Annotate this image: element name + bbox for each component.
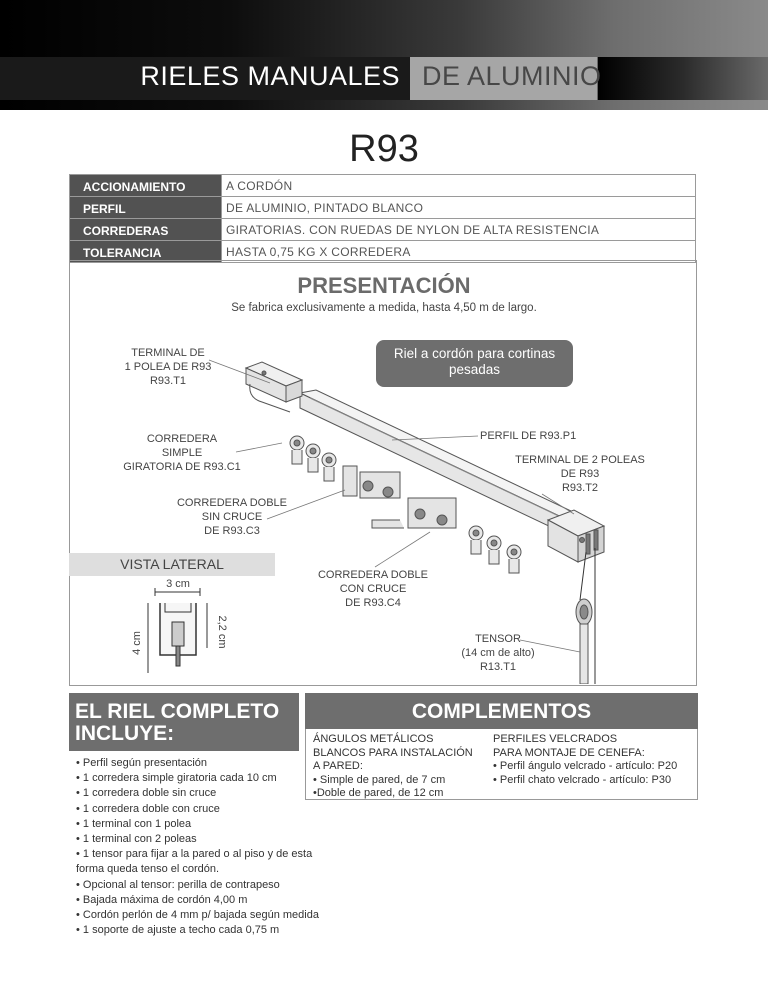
comp-line: •Doble de pared, de 12 cm <box>313 787 444 799</box>
spec-key: TOLERANCIA <box>70 241 222 263</box>
terminal-2-poleas-icon <box>548 510 604 562</box>
spec-value: DE ALUMINIO, PINTADO BLANCO <box>222 197 696 219</box>
comp-line: BLANCOS PARA INSTALACIÓN <box>313 746 473 759</box>
comp-line: • Simple de pared, de 7 cm <box>313 773 446 786</box>
label-line: TERMINAL DE 2 POLEAS <box>515 454 645 466</box>
lateral-width-label: 3 cm <box>166 578 190 590</box>
presentation-subtitle: Se fabrica exclusivamente a medida, hasta 4,50 m de largo. <box>231 302 537 314</box>
label-line: CORREDERA DOBLE <box>176 497 288 509</box>
list-item: • 1 corredera simple giratoria cada 10 cm <box>76 772 277 785</box>
corredera-simple-icon <box>290 436 336 481</box>
label-corredera-simple <box>120 432 244 474</box>
callout-line1: Riel a cordón para cortinas <box>393 346 556 361</box>
vista-lateral-profile-icon <box>148 588 207 673</box>
header-title-part1: RIELES MANUALES <box>140 61 400 91</box>
spec-row <box>70 175 696 197</box>
header-right-band <box>598 57 768 100</box>
label-line: DE R93.C3 <box>204 525 260 537</box>
label-line: R93.T1 <box>149 375 187 387</box>
label-line: TERMINAL DE <box>131 347 205 359</box>
list-item: • 1 corredera doble con cruce <box>76 802 220 815</box>
comp-line: PARA MONTAJE DE CENEFA: <box>493 746 645 759</box>
label-line: R93.T2 <box>561 482 599 494</box>
label-line: R13.T1 <box>479 661 517 673</box>
spec-row <box>70 197 696 219</box>
incluye-title-line2: INCLUYE: <box>75 722 175 745</box>
presentation-title: PRESENTACIÓN <box>297 273 471 298</box>
label-corredera-doble-sin <box>176 496 288 538</box>
callout-line2: pesadas <box>448 362 501 377</box>
comp-line: A PARED: <box>313 760 363 772</box>
spec-key: CORREDERAS <box>70 219 222 241</box>
label-line: CORREDERA DOBLE <box>317 569 429 581</box>
list-item: • Cordón perlón de 4 mm p/ bajada según medida <box>76 909 319 922</box>
comp-line: • Perfil ángulo velcrado - artículo: P20 <box>493 760 678 772</box>
model-title: R93 <box>349 128 419 170</box>
list-item: • Perfil según presentación <box>76 757 208 769</box>
list-item: • 1 terminal con 2 poleas <box>76 833 197 846</box>
label-line: CON CRUCE <box>339 583 407 595</box>
terminal-1-polea-icon <box>246 362 302 412</box>
spec-key: ACCIONAMIENTO <box>70 175 222 197</box>
label-perfil: PERFIL DE R93.P1 <box>480 430 577 442</box>
complementos-title: COMPLEMENTOS <box>305 693 698 729</box>
label-line: TENSOR <box>475 633 521 645</box>
lateral-height-inner-label: 2,2 cm <box>216 615 228 649</box>
list-item: • Bajada máxima de cordón 4,00 m <box>76 893 248 906</box>
lateral-height-outer-label: 4 cm <box>131 631 143 655</box>
label-corredera-doble-con <box>317 568 429 610</box>
list-item: • 1 tensor para fijar a la pared o al piso y de esta <box>76 848 313 861</box>
label-line: SIMPLE <box>161 447 203 459</box>
comp-line: PERFILES VELCRADOS <box>493 733 618 745</box>
corredera-doble-con-cruce-icon <box>372 498 456 528</box>
list-item: • 1 terminal con 1 polea <box>76 817 192 830</box>
spec-table <box>69 174 696 263</box>
header-banner <box>0 0 768 110</box>
complementos-left <box>313 733 488 801</box>
label-terminal-2 <box>514 453 646 495</box>
list-item: • 1 soporte de ajuste a techo cada 0,75 m <box>76 924 280 937</box>
spec-value: GIRATORIAS. CON RUEDAS DE NYLON DE ALTA RESISTENCIA <box>222 219 696 241</box>
complementos-right <box>493 733 693 787</box>
callout-bubble <box>376 340 573 387</box>
label-line: DE R93 <box>560 468 600 480</box>
label-line: GIRATORIA DE R93.C1 <box>123 461 241 473</box>
comp-line: • Perfil chato velcrado - artículo: P30 <box>493 773 672 786</box>
tensor-icon <box>576 599 592 684</box>
incluye-title-line1: EL RIEL COMPLETO <box>75 700 280 723</box>
spec-value: HASTA 0,75 KG X CORREDERA <box>222 241 696 263</box>
label-tensor <box>449 632 547 674</box>
corredera-simple-right-icon <box>469 526 521 573</box>
incluye-header <box>69 693 299 751</box>
list-item: forma queda tenso el cordón. <box>76 863 220 876</box>
spec-value: A CORDÓN <box>222 175 696 197</box>
header-title-part2: DE ALUMINIO <box>422 61 602 91</box>
label-line: 1 POLEA DE R93 <box>124 361 212 373</box>
spec-row <box>70 219 696 241</box>
label-line: (14 cm de alto) <box>461 647 535 659</box>
comp-line: ÁNGULOS METÁLICOS <box>313 733 434 745</box>
corredera-doble-sin-cruce-icon <box>343 466 400 498</box>
list-item: • 1 corredera doble sin cruce <box>76 787 217 800</box>
vista-lateral-title: VISTA LATERAL <box>69 553 275 576</box>
label-line: DE R93.C4 <box>345 597 401 609</box>
label-terminal-1 <box>114 346 222 388</box>
label-line: CORREDERA <box>146 433 218 445</box>
label-line: SIN CRUCE <box>201 511 263 523</box>
list-item: • Opcional al tensor: perilla de contrapeso <box>76 878 280 891</box>
spec-key: PERFIL <box>70 197 222 219</box>
